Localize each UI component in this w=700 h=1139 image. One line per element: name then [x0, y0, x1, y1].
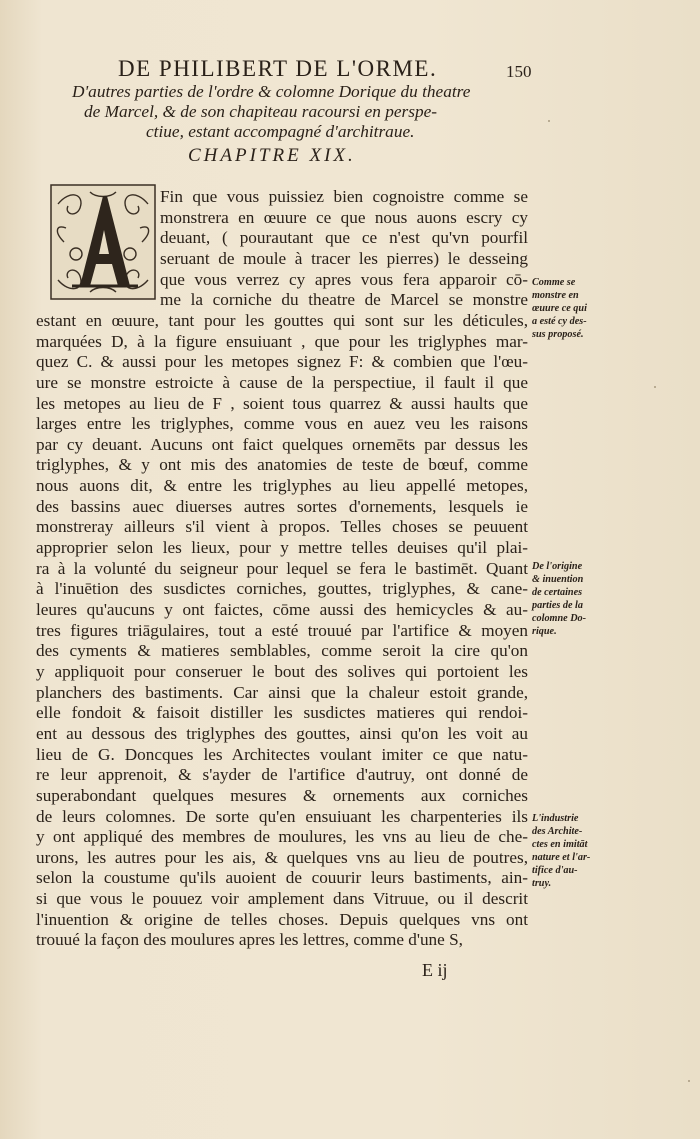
text-line: ent au dessous des triglyphes des gouttes, ainsi qu'on les voit au [36, 723, 528, 743]
text-line: me la corniche du theatre de Marcel se monstre [160, 290, 528, 310]
marginal-note-line: tifice d'au- [532, 865, 578, 876]
text-line: de leurs colomnes. De sorte qu'en ensuiuant les charpenteries ils [36, 806, 528, 826]
text-line: elle fondoit & faisoit distiller les susdictes matieres qui rendoi- [36, 703, 528, 723]
text-line: si que vous le pouuez voir amplement dans Vitruue, ou il descrit [36, 889, 528, 909]
text-line: y appliquoit pour conseruer le bout des solives qui portoient les [36, 661, 528, 681]
text-line: y ont appliqué des membres de moulures, les vns au lieu de che- [36, 827, 528, 847]
marginal-note [532, 812, 612, 890]
text-line: monstreray ailleurs s'il vient à propos. Telles choses se peuuent [36, 517, 528, 537]
signature-mark: E ij [422, 960, 448, 980]
running-head: DE PHILIBERT DE L'ORME. [118, 56, 438, 81]
text-line: par cy deuant. Aucuns ont faict quelques ornemēts par dessus les [36, 434, 528, 454]
text-line: planchers des bastiments. Car ainsi que la chaleur estoit grande, [36, 682, 528, 702]
text-line: larges entre les triglyphes, comme vous en auez veu les raisons [36, 414, 528, 434]
chapter-title-line: ctiue, estant accompagné d'architraue. [146, 122, 415, 141]
marginal-note-line: colomne Do- [532, 613, 587, 624]
text-line: quez C. & aussi pour les metopes signez F: & combien que l'œu- [36, 352, 528, 372]
marginal-note-line: de certaines [532, 587, 583, 598]
text-line: re leur apprenoit, & s'ayder de l'artifice d'autruy, ont donné de [36, 765, 528, 785]
text-line: l'inuention & origine de telles choses. Depuis quelques vns ont [36, 909, 528, 929]
marginal-note-line: ctes en imitāt [532, 839, 588, 850]
marginal-note-line: sus proposé. [532, 329, 584, 340]
text-line: des cyments & matieres semblables, comme seroit la cire qu'on [36, 641, 528, 661]
page-number: 150 [506, 62, 532, 81]
text-line: tres figures triāgulaires, tout a esté trouué par l'artifice & moyen [36, 620, 528, 640]
text-line: ure se monstre estroicte à cause de la perspectiue, il fault il que [36, 372, 528, 392]
marginal-note-line: truy. [532, 878, 552, 889]
initial-woodcut-icon [50, 184, 156, 300]
paper-speck [688, 1080, 690, 1082]
text-line: trouué la façon des moulures apres les lettres, comme d'une S, [36, 930, 463, 950]
text-line: estant en œuure, tant pour les gouttes qui sont sur les déticules, [36, 310, 528, 330]
chapter-title-line: D'autres parties de l'ordre & colomne Dorique du theatre [72, 82, 471, 101]
paper-speck [654, 386, 656, 388]
marginal-note-line: a esté cy des- [532, 316, 587, 327]
text-line: des bassins auec diuerses autres sortes d'ornements, lesquels ie [36, 496, 528, 516]
marginal-note [532, 276, 612, 341]
marginal-note-line: De l'origine [532, 561, 583, 572]
text-line: monstrera en œuure ce que nous auons escry cy [160, 207, 528, 227]
marginal-note-line: monstre en [532, 290, 579, 301]
marginal-note [532, 560, 612, 638]
marginal-note-line: des Archite- [532, 826, 583, 837]
chapter-title-line: de Marcel, & de son chapiteau racoursi en perspe- [84, 102, 438, 121]
decorated-initial-a [50, 184, 156, 300]
text-line: superabondant quelques mesures & ornements aux corniches [36, 785, 528, 805]
text-line: à l'inuētion des susdictes corniches, gouttes, triglyphes, & cane- [36, 579, 528, 599]
text-line: deuant, ( pourautant que ce n'est qu'vn pourfil [160, 228, 528, 248]
marginal-note-line: rique. [532, 626, 557, 637]
text-line: leures qu'aucuns y ont faictes, cōme aussi des hemicycles & au- [36, 600, 528, 619]
text-line: ra à la volunté du seigneur pour lequel se fera le bastimēt. Quant [36, 558, 528, 578]
marginal-note-line: L'industrie [532, 813, 579, 824]
marginal-note-line: parties de la [532, 600, 583, 611]
text-line: marquées D, à la figure ensuiuant , que pour les triglyphes mar- [36, 331, 528, 351]
text-line: Fin que vous puissiez bien cognoistre comme se [160, 187, 528, 206]
marginal-note-line: & inuention [532, 574, 584, 585]
text-line: triglyphes, & y ont mis des anatomies de teste de bœuf, comme [36, 455, 528, 475]
text-line: nous auons dit, & entre les triglyphes au lieu appellé metopes, [36, 476, 528, 496]
marginal-note-line: nature et l'ar- [532, 852, 591, 863]
text-line: seruant de moule à tracer les pierres) le desseing [160, 248, 528, 268]
text-line: approprier selon les lieux, pour y mettre telles deuises qu'il plai- [36, 538, 528, 558]
text-line: selon la coustume qu'ils auoient de couurir leurs bastiments, ain- [36, 868, 528, 888]
marginal-note-line: œuure ce qui [532, 303, 587, 314]
chapter-heading: CHAPITRE XIX. [188, 145, 356, 166]
text-line: lieu de G. Doncques les Architectes voulant imiter ce que natu- [36, 744, 528, 764]
text-line: urons, les autres pour les ais, & quelques vns au lieu de poutres, [36, 847, 528, 867]
chapter-title [64, 82, 504, 142]
text-line: que vous verrez cy apres vous fera apparoir cō- [160, 269, 528, 289]
paper-speck [548, 120, 550, 122]
marginal-note-line: Comme se [532, 277, 576, 288]
text-line: les metopes au lieu de F , soient tous quarrez & aussi haults que [36, 393, 528, 413]
